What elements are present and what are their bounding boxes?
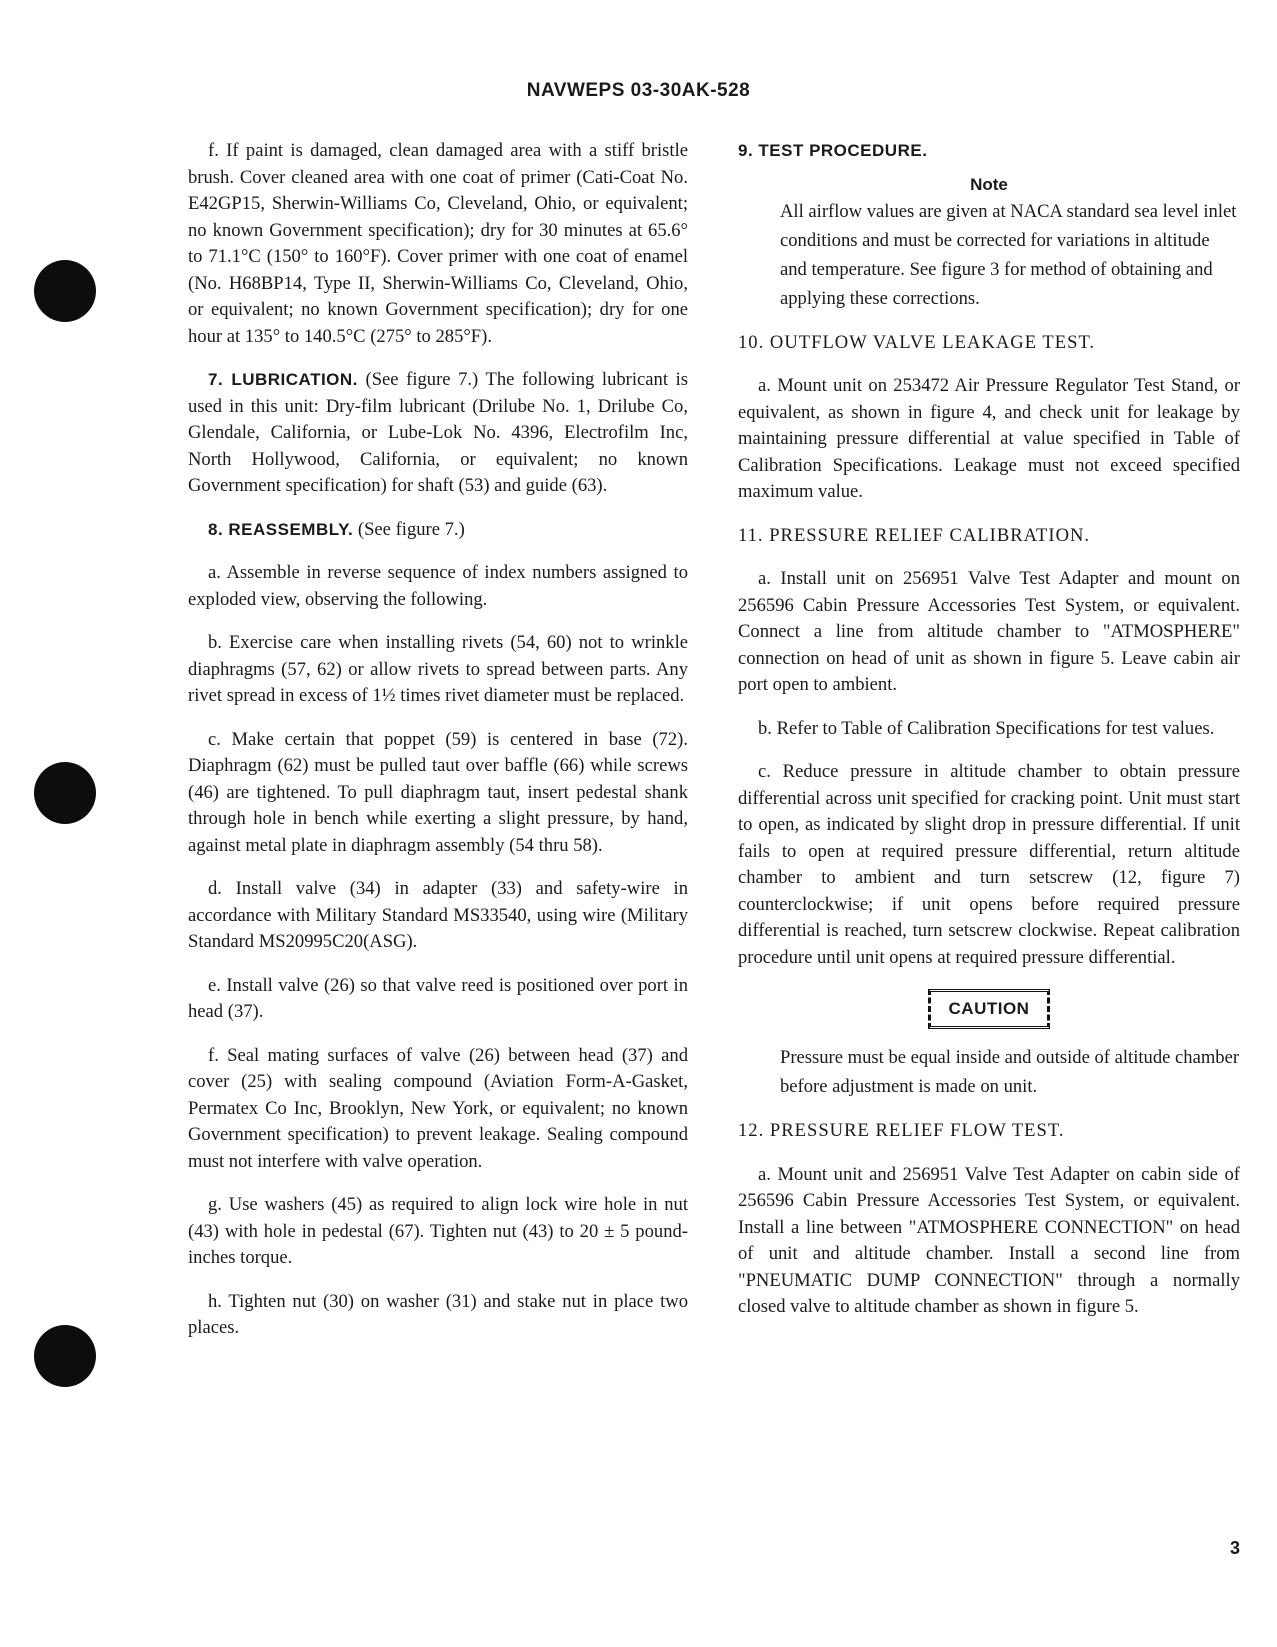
- page-number: 3: [1229, 1538, 1240, 1558]
- reassembly-step-g: g. Use washers (45) as required to align lock wire hole in nut (43) with hole in pedestal (67). Tighten nut (43) to 20 ± 5 pound-inches torque.: [188, 1194, 688, 1268]
- reassembly-step-b: b. Exercise care when installing rivets (54, 60) not to wrinkle diaphragms (57, 62) or allow rivets to spread between parts. Any rivet spread in excess of 1½ times rivet diameter must be replaced.: [188, 632, 688, 706]
- relief-calibration-heading: 11. PRESSURE RELIEF CALIBRATION.: [738, 524, 1091, 546]
- document-number: NAVWEPS 03-30AK-528: [526, 80, 751, 101]
- outflow-heading: 10. OUTFLOW VALVE LEAKAGE TEST.: [738, 331, 1096, 353]
- relief-calibration-step-a: a. Install unit on 256951 Valve Test Adapter and mount on 256596 Cabin Pressure Accessories Test System, or equivalent. Connect a line from altitude chamber to "ATMOSPHERE" connection on head of unit as shown in figure 5. Leave cabin air port open to ambient.: [738, 568, 1240, 695]
- right-column: [738, 138, 1240, 1321]
- reassembly-step-h: h. Tighten nut (30) on washer (31) and stake nut in place two places.: [188, 1290, 688, 1338]
- lubrication-section: [188, 367, 688, 500]
- reassembly-step-c: c. Make certain that poppet (59) is centered in base (72). Diaphragm (62) must be pulled taut over baffle (66) while screws (46) are tightened. To pull diaphragm taut, insert pedestal shank through hole in bench while exerting a slight pressure, by hand, against metal plate in diaphragm assembly (54 thru 58).: [188, 728, 688, 856]
- reassembly-heading-line: [188, 517, 688, 544]
- lubrication-text: (See figure 7.) The following lubricant is used in this unit: Dry-film lubricant (Drilube No. 1, Drilube Co, Glendale, California, or Lube-Lok No. 4396, Electrofilm Inc, North Hollywood, California, or equivalent; no known Government specification) for shaft (53) and guide (63).: [188, 369, 688, 496]
- relief-calibration-step-c: c. Reduce pressure in altitude chamber to obtain pressure differential across unit specified for cracking point. Unit must start to open, as indicated by slight drop in pressure differential. If unit fails to open at required pressure differential, return altitude chamber to ambient and turn setscrew (12, figure 7) counterclockwise; if unit opens before required pressure differential is reached, turn setscrew clockwise. Repeat calibration procedure until unit opens at required pressure differential.: [738, 761, 1240, 968]
- reassembly-heading: 8. REASSEMBLY.: [208, 519, 354, 539]
- caution-text: Pressure must be equal inside and outside of altitude chamber before adjustment is made on unit.: [780, 1047, 1240, 1097]
- test-procedure-heading: 9. TEST PROCEDURE.: [738, 141, 928, 160]
- reassembly-step-f: f. Seal mating surfaces of valve (26) between head (37) and cover (25) with sealing compound (Aviation Form-A-Gasket, Permatex Co Inc, Brooklyn, New York, or equivalent; no known Government specification) to prevent leakage. Sealing compound must not interfere with valve operation.: [188, 1044, 688, 1172]
- outflow-step-a: a. Mount unit on 253472 Air Pressure Regulator Test Stand, or equivalent, as shown in figure 4, and check unit for leakage by maintaining pressure differential at value specified in Table of Calibration Specifications. Leakage must not exceed specified maximum value.: [738, 375, 1240, 502]
- paragraph-6f: f. If paint is damaged, clean damaged area with a stiff bristle brush. Cover cleaned area with one coat of primer (Cati-Coat No. E42GP15, Sherwin-Williams Co, Cleveland, Ohio, or equivalent; no known Government specification); dry for 30 minutes at 65.6° to 71.1°C (150° to 160°F). Cover primer with one coat of enamel (No. H68BP14, Type II, Sherwin-Williams Co, Cleveland, Ohio, or equivalent; no known Government specification); dry for one hour at 135° to 140.5°C (275° to 285°F).: [188, 140, 688, 347]
- reassembly-ref: (See figure 7.): [353, 518, 465, 540]
- note-text: All airflow values are given at NACA standard sea level inlet conditions and must be corrected for variations in altitude and temperature. See figure 3 for method of obtaining and applying these corrections.: [780, 200, 1237, 309]
- caution-label: CAUTION: [928, 989, 1051, 1029]
- reassembly-step-d: d. Install valve (34) in adapter (33) and safety-wire in accordance with Military Standard MS33540, using wire (Military Standard MS20995C20(ASG).: [188, 878, 688, 952]
- note-title: Note: [970, 174, 1008, 194]
- relief-flow-step-a: a. Mount unit and 256951 Valve Test Adapter on cabin side of 256596 Cabin Pressure Accessories Test System, or equivalent. Install a line between "ATMOSPHERE CONNECTION" on head of unit and altitude chamber. Install a second line from "PNEUMATIC DUMP CONNECTION" through a normally closed valve to altitude chamber as shown in figure 5.: [738, 1163, 1240, 1317]
- lubrication-heading: 7. LUBRICATION.: [208, 370, 358, 389]
- punch-hole-bottom: [34, 1325, 96, 1387]
- punch-hole-top: [34, 260, 96, 322]
- relief-calibration-step-b: b. Refer to Table of Calibration Specifications for test values.: [758, 717, 1215, 739]
- reassembly-step-e: e. Install valve (26) so that valve reed is positioned over port in head (37).: [188, 974, 688, 1022]
- relief-flow-heading: 12. PRESSURE RELIEF FLOW TEST.: [738, 1120, 1065, 1141]
- reassembly-step-a: a. Assemble in reverse sequence of index numbers assigned to exploded view, observing the following.: [188, 562, 688, 610]
- left-column: [188, 138, 688, 1342]
- punch-hole-middle: [34, 762, 96, 824]
- caution-banner: [738, 989, 1240, 1029]
